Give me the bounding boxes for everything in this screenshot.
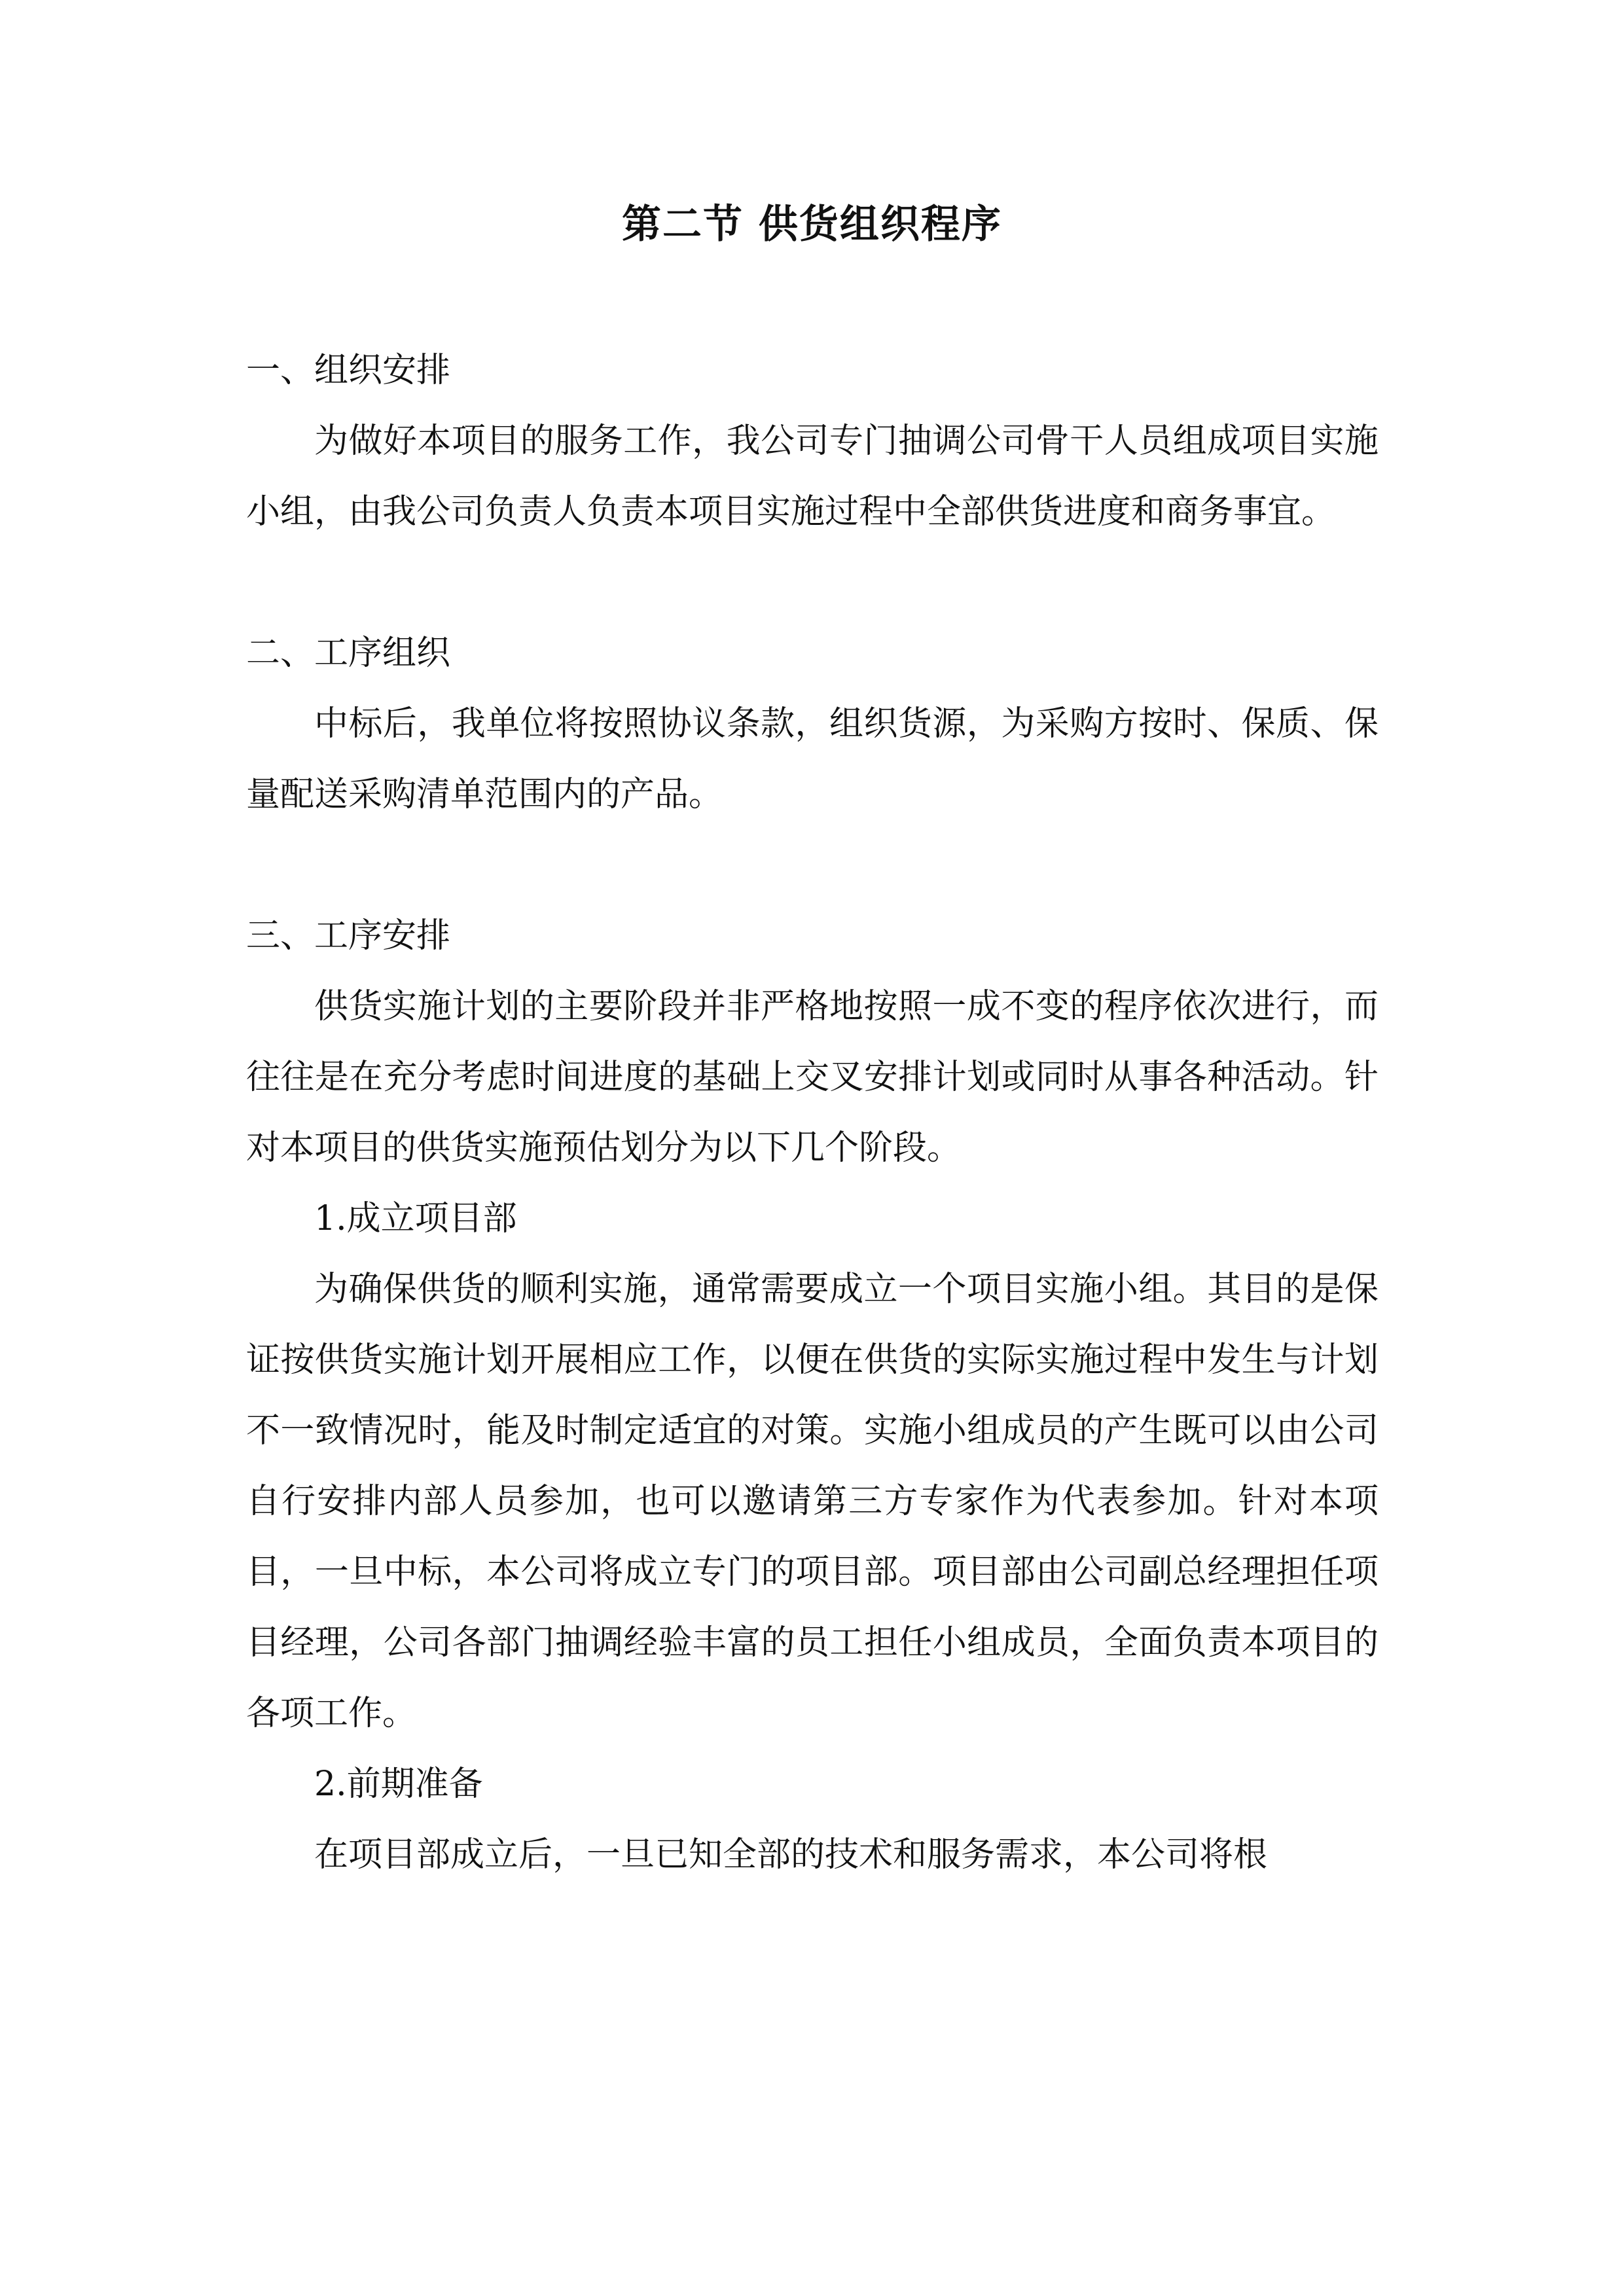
- section-paragraph-process-organization: 中标后，我单位将按照协议条款，组织货源，为采购方按时、保质、保量配送采购清单范围内的产品。: [246, 704, 1379, 814]
- subsection-paragraph-project-team: 为确保供货的顺利实施，通常需要成立一个项目实施小组。其目的是保证按供货实施计划开展相应工作，以便在供货的实际实施过程中发生与计划不一致情况时，能及时制定适宜的对策。实施小组成员的产生既可以由公司自行安排内部人员参加，也可以邀请第三方专家作为代表参加。针对本项目，一旦中标，本公司将成立专门的项目部。项目部由公司副总经理担任项目经理，公司各部门抽调经验丰富的员工担任小组成员，全面负责本项目的各项工作。: [246, 1270, 1379, 1733]
- section-paragraph-organization: 为做好本项目的服务工作，我公司专门抽调公司骨干人员组成项目实施小组，由我公司负责人负责本项目实施过程中全部供货进度和商务事宜。: [246, 422, 1379, 531]
- section-heading-organization: 一、组织安排: [246, 351, 451, 390]
- spacer: [246, 830, 1379, 901]
- section-heading-process-organization: 二、工序组织: [246, 634, 451, 673]
- spacer: [246, 547, 1379, 618]
- subsection-heading-project-team: 1.成立项目部: [314, 1199, 517, 1238]
- document-body: [246, 335, 1379, 1890]
- section-paragraph-process-arrangement: 供货实施计划的主要阶段并非严格地按照一成不变的程序依次进行，而往往是在充分考虑时间进度的基础上交叉安排计划或同时从事各种活动。针对本项目的供货实施预估划分为以下几个阶段。: [246, 987, 1379, 1168]
- subsection-paragraph-preparation: 在项目部成立后，一旦已知全部的技术和服务需求，本公司将根: [314, 1835, 1268, 1874]
- subsection-heading-preparation: 2.前期准备: [314, 1765, 483, 1804]
- page-title: 第二节 供货组织程序: [622, 202, 1002, 247]
- section-heading-process-arrangement: 三、工序安排: [246, 916, 451, 956]
